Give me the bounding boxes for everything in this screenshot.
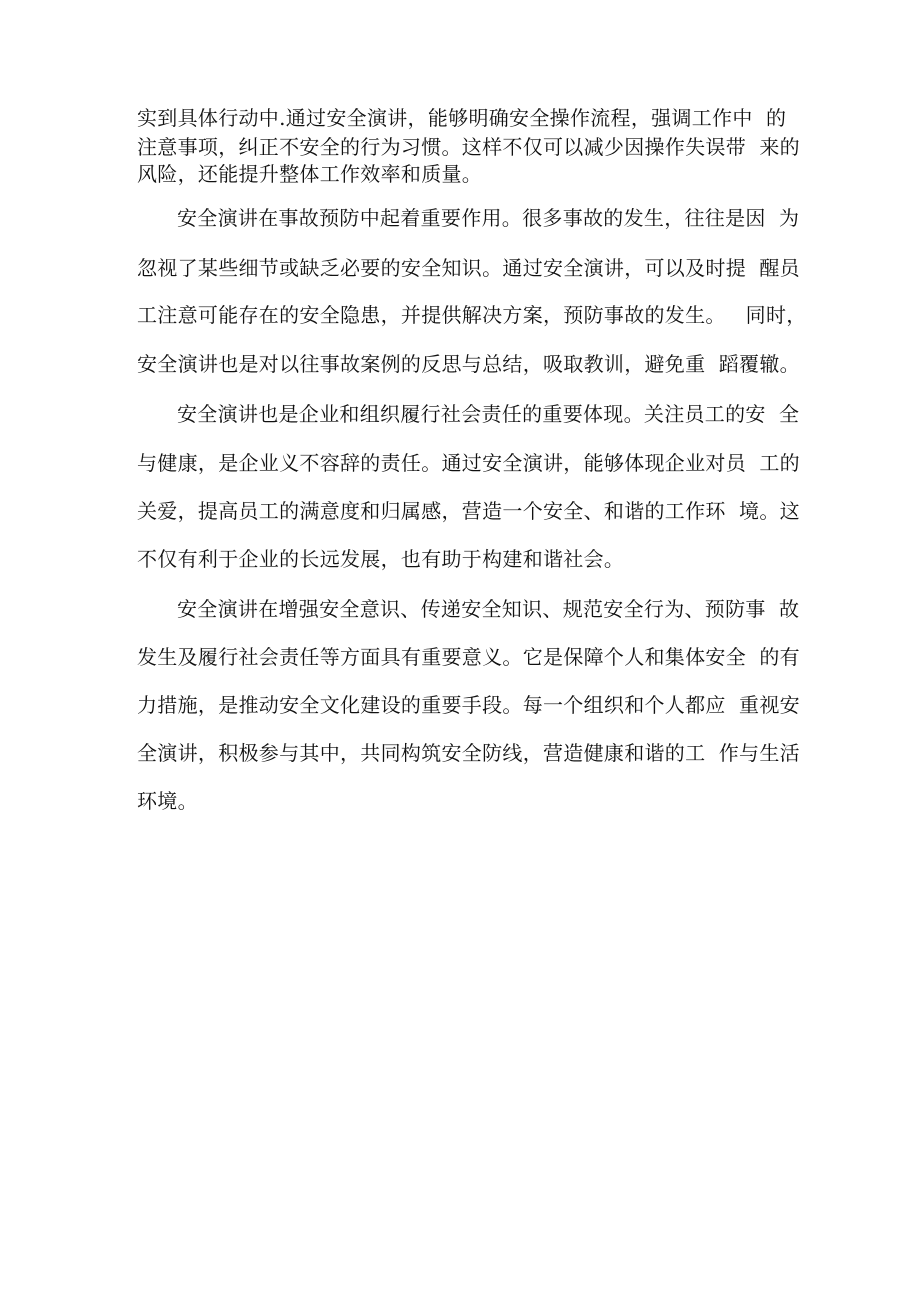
text-line: 与健康，是企业义不容辞的责任。通过安全演讲，能够体现企业对员 工的 [137,451,800,475]
text-line: 力措施，是推动安全文化建设的重要手段。每一个组织和个人都应 重视安 [137,693,800,717]
text-line: 发生及履行社会责任等方面具有重要意义。它是保障个人和集体安全 的有 [137,645,800,669]
text-line: 关爱，提高员工的满意度和归属感，营造一个安全、和谐的工作环 境。这 [137,499,800,523]
text-line: 实到具体行动中.通过安全演讲，能够明确安全操作流程，强调工作中 的 [137,106,787,130]
text-line: 注意事项，纠正不安全的行为习惯。这样不仅可以减少因操作失误带 来的 [137,135,800,159]
text-line: 环境。 [137,789,198,813]
text-line: 不仅有利于企业的长远发展，也有助于构建和谐社会。 [137,547,625,571]
text-line: 忽视了某些细节或缺乏必要的安全知识。通过安全演讲，可以及时提 醒员 [137,256,800,280]
text-line: 工注意可能存在的安全隐患，并提供解决方案，预防事故的发生。 同时， [137,303,807,327]
text-line: 安全演讲在增强安全意识、传递安全知识、规范安全行为、预防事 故 [177,597,800,621]
text-line: 全演讲，积极参与其中，共同构筑安全防线，营造健康和谐的工 作与生活 [137,741,800,765]
text-line: 安全演讲在事故预防中起着重要作用。很多事故的发生，往往是因 为 [177,206,800,230]
text-line: 风险，还能提升整体工作效率和质量。 [137,162,483,186]
text-line: 安全演讲也是对以往事故案例的反思与总结，吸取教训，避免重 蹈覆辙。 [137,352,800,376]
text-line: 安全演讲也是企业和组织履行社会责任的重要体现。关注员工的安 全 [177,402,800,426]
